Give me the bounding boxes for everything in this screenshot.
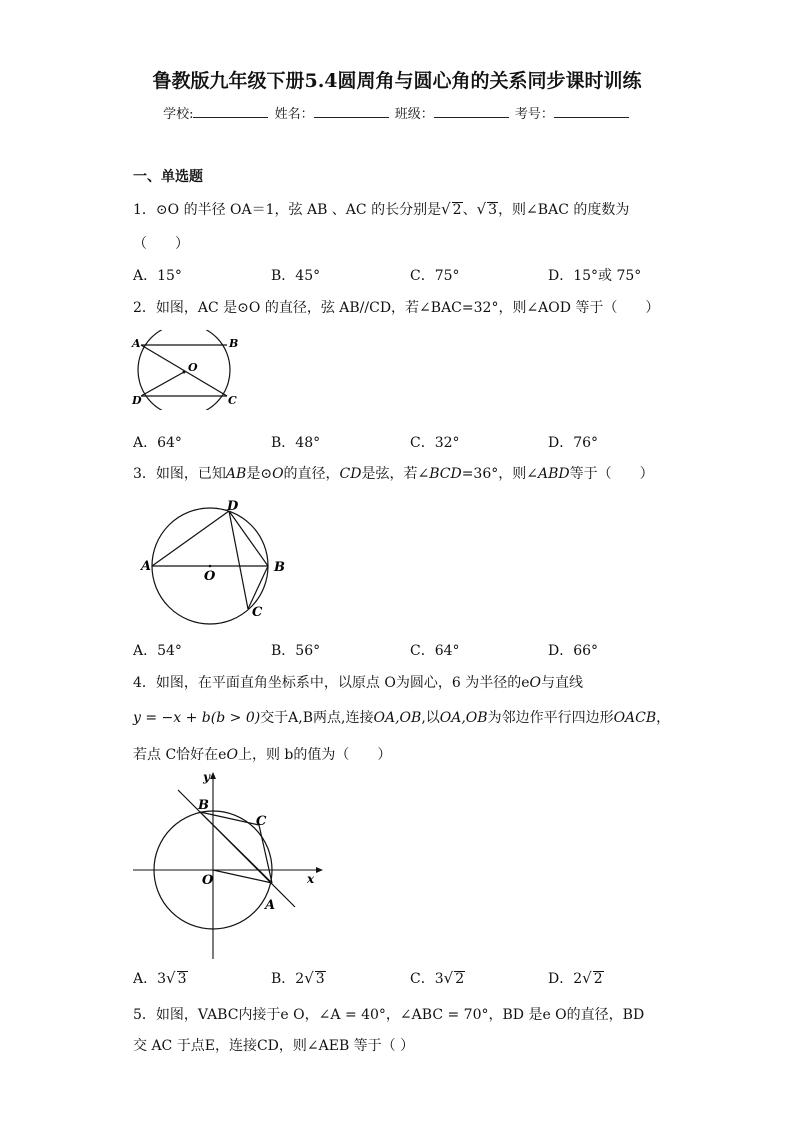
q4-option-b[interactable]: B．2√ 3 [271, 969, 325, 987]
q4-option-a[interactable]: A．3√ 3 [133, 969, 187, 987]
q3-option-c[interactable]: C．64° [410, 643, 460, 659]
q4-line-equation: y = −x + b(b > 0) [133, 710, 261, 726]
q4-label-b: B [198, 798, 209, 813]
question-5-line-2: 交 AC 于点E，连接CD，则∠AEB 等于（ ） [133, 1038, 415, 1054]
question-4-line-3: 若点 C恰好在eO上，则 b的值为（ ） [133, 747, 392, 763]
question-1-stem: 1．⊙O 的半径 OA＝1，弦 AB 、AC 的长分别是√ 2、√ 3，则∠BAC 的度数为 [133, 200, 630, 218]
q4-label-x: x [307, 872, 315, 886]
q4-label-o: O [202, 873, 214, 888]
q4-label-a: A [265, 898, 276, 913]
class-label: 班级： [394, 107, 434, 122]
q4-label-c: C [256, 814, 267, 829]
q4-option-c[interactable]: C．3√ 2 [410, 969, 465, 987]
q3-label-d: D [227, 499, 239, 514]
q2-label-d: D [132, 394, 142, 407]
school-blank[interactable] [193, 105, 268, 118]
student-info-line [0, 103, 794, 122]
q2-label-b: B [229, 337, 239, 350]
page-title: 鲁教版九年级下册5.4圆周角与圆心角的关系同步课时训练 [152, 70, 642, 92]
question-1-answer-paren: （ ） [133, 236, 189, 252]
question-3-stem: 3．如图，已知AB是⊙O的直径，CD是弦，若∠BCD=36°，则∠ABD等于（ ） [133, 466, 654, 482]
number-blank[interactable] [554, 105, 629, 118]
question-4-line-2: y = −x + b(b > 0)交于A,B两点,连接OA,OB,以OA,OB为邻边作平行四边形OACB， [133, 710, 671, 726]
q2-option-a[interactable]: A．64° [133, 435, 182, 451]
question-2-stem: 2．如图，AC 是⊙O 的直径，弦 AB//CD，若∠BAC=32°，则∠AOD 等于（ ） [133, 300, 660, 316]
q4-coordinate-figure [128, 767, 323, 962]
sqrt-2: 2 [452, 202, 462, 218]
q3-circle-figure [138, 496, 293, 626]
q3-label-o: O [204, 569, 216, 584]
number-label: 考号： [514, 107, 554, 122]
name-label: 姓名： [274, 107, 314, 122]
q1-option-b[interactable]: B．45° [271, 268, 321, 284]
q3-option-d[interactable]: D．66° [548, 643, 599, 659]
q2-option-b[interactable]: B．48° [271, 435, 321, 451]
q4-option-d[interactable]: D．2√ 2 [548, 969, 603, 987]
q3-label-c: C [252, 605, 263, 620]
q2-label-c: C [228, 394, 237, 407]
q3-option-a[interactable]: A．54° [133, 643, 182, 659]
class-blank[interactable] [434, 105, 509, 118]
q2-label-o: O [188, 361, 198, 374]
name-blank[interactable] [314, 105, 389, 118]
q2-option-c[interactable]: C．32° [410, 435, 460, 451]
school-label: 学校: [163, 107, 194, 122]
q1-option-d[interactable]: D．15°或 75° [548, 268, 642, 284]
q4-label-y: y [203, 770, 210, 784]
q3-label-a: A [141, 559, 152, 574]
q2-circle-figure [128, 330, 243, 410]
q1-option-c[interactable]: C．75° [410, 268, 460, 284]
q1-option-a[interactable]: A．15° [133, 268, 182, 284]
q2-label-a: A [132, 337, 141, 350]
question-5-line-1: 5．如图，VABC内接于e O，∠A = 40°，∠ABC = 70°，BD 是e O的直径，BD [133, 1007, 645, 1023]
section-heading: 一、单选题 [133, 169, 203, 185]
q3-option-b[interactable]: B．56° [271, 643, 321, 659]
q3-label-b: B [274, 560, 285, 575]
question-4-line-1: 4．如图，在平面直角坐标系中，以原点 O为圆心，6 为半径的eO与直线 [133, 675, 583, 691]
sqrt-3: 3 [488, 202, 498, 218]
q2-option-d[interactable]: D．76° [548, 435, 599, 451]
